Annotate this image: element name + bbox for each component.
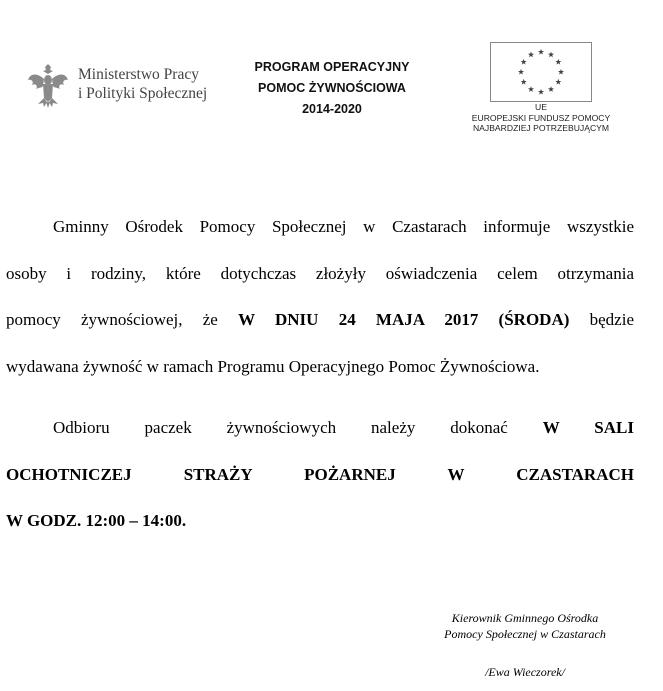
p1-line-1-text: Gminny Ośrodek Pomocy Społecznej w Czastarach informuje wszystkie	[53, 217, 634, 236]
eu-fund-name	[448, 102, 634, 134]
distribution-date: W DNIU 24 MAJA 2017 (ŚRODA)	[238, 310, 570, 329]
signature-name: /Ewa Wieczorek/	[485, 665, 565, 679]
location-start: W SALI	[542, 418, 634, 437]
eu-line-1: UE	[535, 102, 547, 112]
document-header	[0, 0, 663, 150]
signature-block	[420, 610, 630, 680]
distribution-hours: W GODZ. 12:00 – 14:00.	[6, 511, 187, 530]
ministry-line-2: i Polityki Społecznej	[78, 85, 208, 102]
paragraph-1-line-2: osoby i rodziny, które dotychczas złożyły oświadczenia celem otrzymania	[6, 263, 634, 283]
p1-line-3-end: będzie	[569, 310, 634, 329]
polish-eagle-icon	[26, 62, 70, 110]
ministry-logo	[26, 62, 236, 112]
signature-line-2: Pomocy Społecznej w Czastarach	[444, 627, 606, 641]
program-line-2: POMOC ŻYWNOŚCIOWA	[258, 81, 406, 95]
paragraph-2-line-2: OCHOTNICZEJ STRAŻY POŻARNEJ W CZASTARACH	[6, 464, 634, 484]
eu-flag-icon	[490, 42, 592, 102]
paragraph-1-line-1	[6, 204, 634, 251]
announcement-paragraph-1	[6, 204, 634, 390]
program-line-3: 2014-2020	[302, 102, 362, 116]
eu-line-3: NAJBARDZIEJ POTRZEBUJĄCYM	[472, 123, 610, 133]
p2-line-1-text: Odbioru paczek żywnościowych należy dokonać	[53, 418, 543, 437]
ministry-line-1: Ministerstwo Pracy	[78, 66, 199, 83]
program-title	[232, 57, 432, 120]
p1-line-3-text: pomocy żywnościowej, że	[6, 310, 239, 329]
signature-line-1: Kierownik Gminnego Ośrodka	[451, 611, 599, 625]
paragraph-1-line-3	[6, 297, 634, 344]
eu-logo	[448, 42, 634, 142]
ministry-name	[78, 65, 248, 103]
announcement-paragraph-2	[6, 405, 634, 545]
program-line-1: PROGRAM OPERACYJNY	[254, 60, 410, 74]
paragraph-2-line-1	[6, 405, 634, 452]
paragraph-1-line-4: wydawana żywność w ramach Programu Operacyjnego Pomoc Żywnościowa.	[6, 356, 540, 376]
eu-line-2: EUROPEJSKI FUNDUSZ POMOCY	[471, 112, 611, 123]
